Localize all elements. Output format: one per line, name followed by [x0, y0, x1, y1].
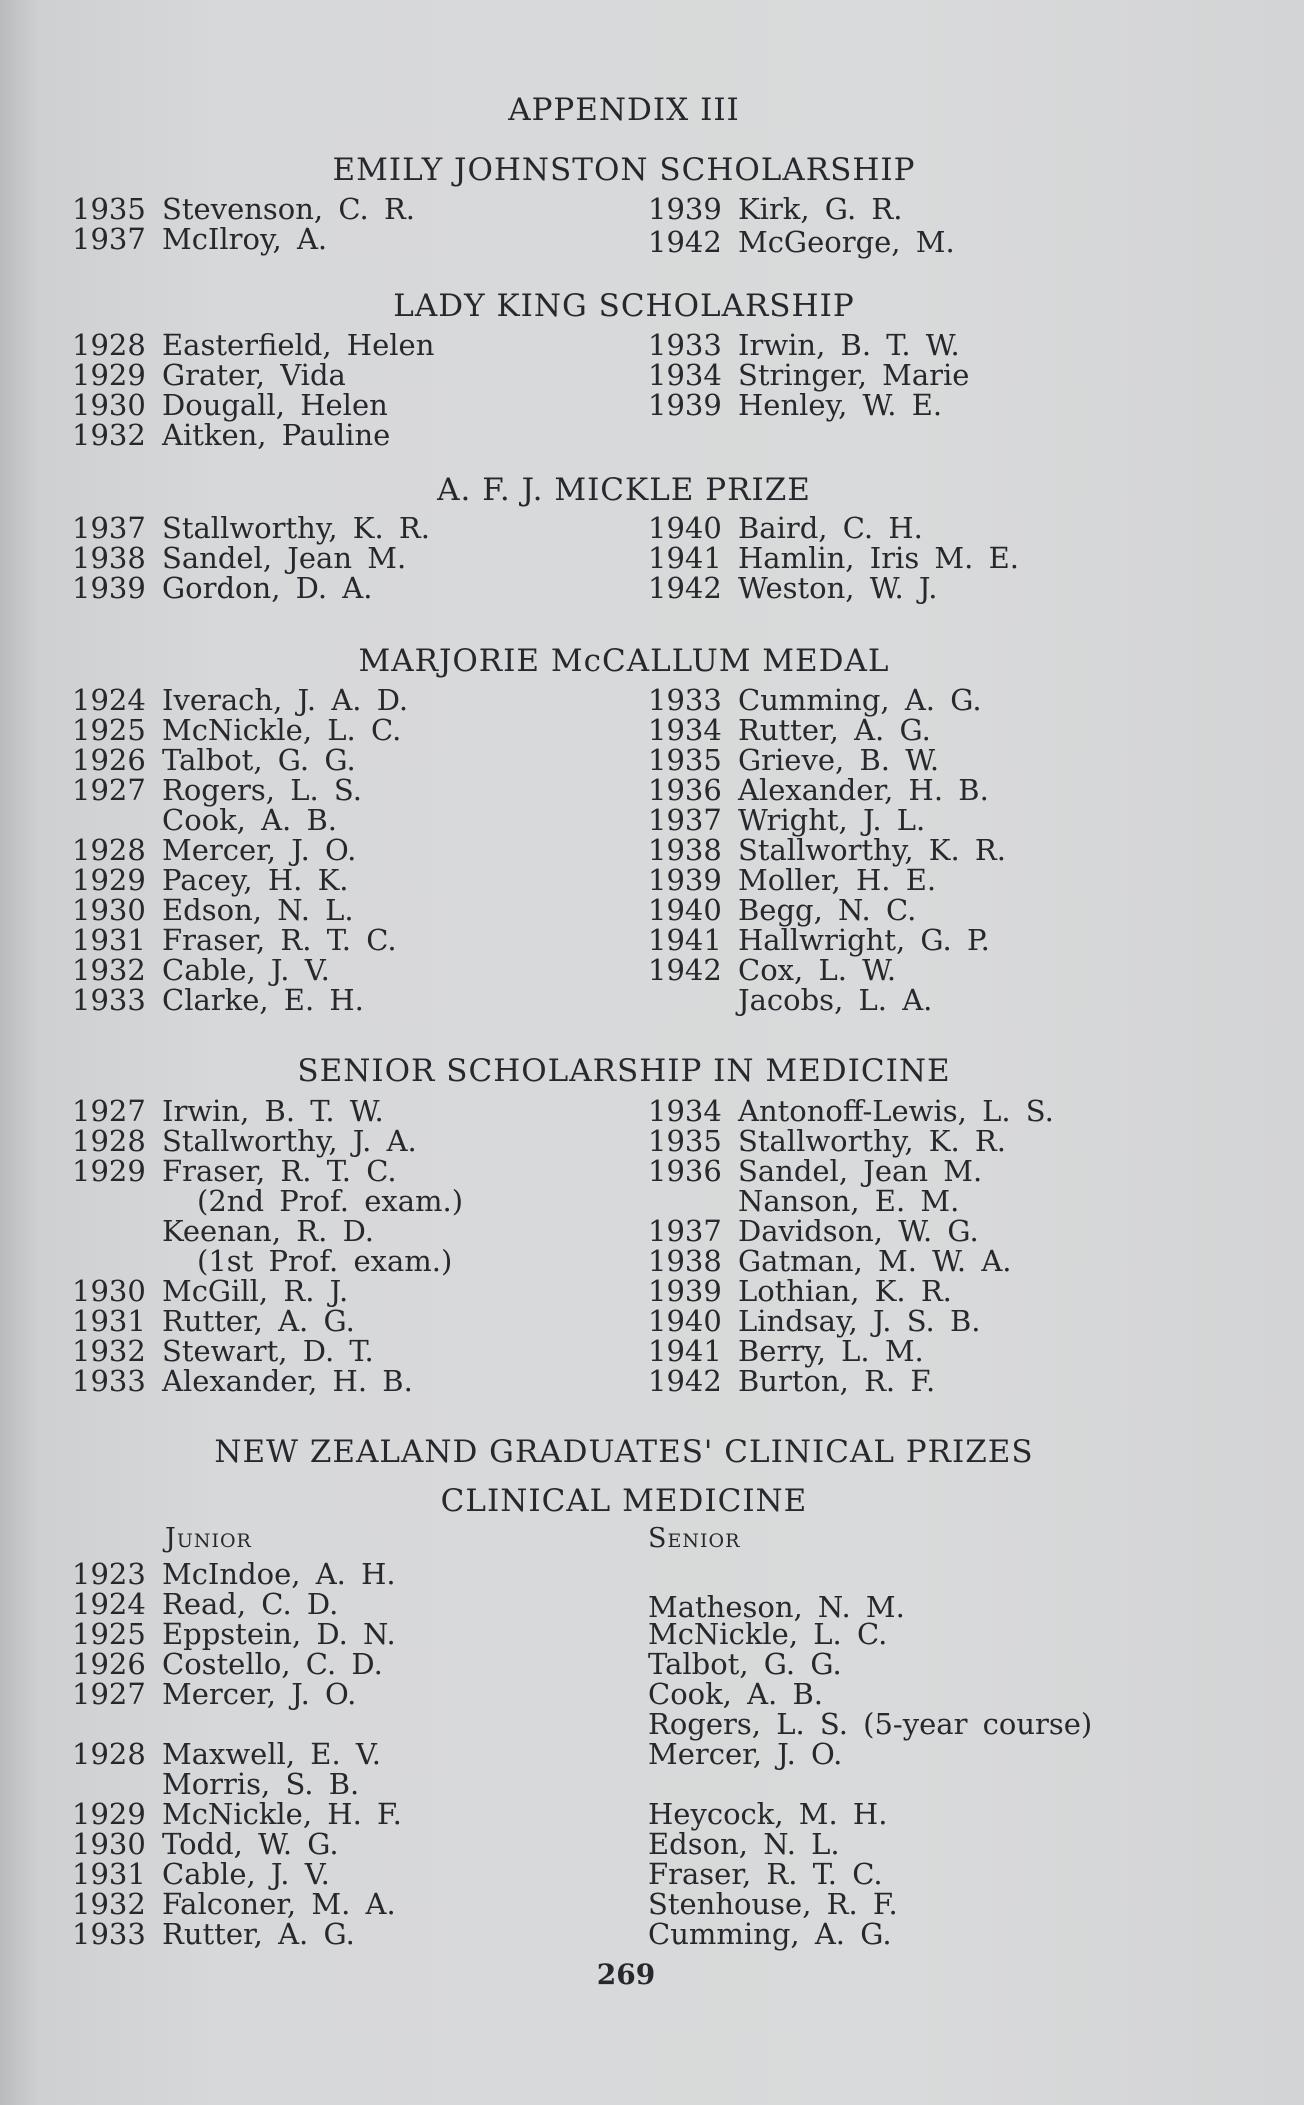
senior-name: Cumming, A. G. — [648, 1917, 892, 1951]
senior-name: Stenhouse, R. F. — [648, 1887, 898, 1921]
exam-note: (1st Prof. exam.) — [197, 1244, 453, 1278]
appendix-title: APPENDIX III — [508, 92, 740, 128]
page-number: 269 — [596, 1958, 656, 1991]
column-header-senior: Senior — [648, 1523, 741, 1554]
section-subtitle-clinical-medicine: CLINICAL MEDICINE — [440, 1483, 808, 1519]
section-title-lady-king: LADY KING SCHOLARSHIP — [393, 288, 855, 324]
senior-name: Matheson, N. M. — [648, 1590, 905, 1624]
exam-note: (2nd Prof. exam.) — [197, 1184, 464, 1218]
senior-name: Talbot, G. G. — [648, 1647, 842, 1681]
senior-name: Mercer, J. O. — [648, 1737, 843, 1771]
senior-name: Fraser, R. T. C. — [648, 1857, 883, 1891]
senior-name: Cook, A. B. — [648, 1677, 824, 1711]
senior-name: McNickle, L. C. — [648, 1617, 888, 1651]
section-title-mccallum-medal: MARJORIE McCALLUM MEDAL — [358, 643, 890, 679]
junior-name: Morris, S. B. — [162, 1767, 360, 1801]
senior-name: Rogers, L. S. (5-year course) — [648, 1707, 1093, 1741]
section-title-emily-johnston: EMILY JOHNSTON SCHOLARSHIP — [332, 152, 916, 188]
section-title-senior-scholarship: SENIOR SCHOLARSHIP IN MEDICINE — [297, 1053, 951, 1089]
column-header-junior: Junior — [165, 1523, 252, 1554]
section-title-nz-graduates: NEW ZEALAND GRADUATES' CLINICAL PRIZES — [214, 1434, 1034, 1470]
senior-name: Edson, N. L. — [648, 1827, 840, 1861]
senior-name: Heycock, M. H. — [648, 1797, 888, 1831]
section-title-mickle-prize: A. F. J. MICKLE PRIZE — [437, 472, 811, 508]
book-page: APPENDIX III EMILY JOHNSTON SCHOLARSHIP 1935 Stevenson, C. R. 1937 McIlroy, A. 1939 Kirk, G. R. 1942 McGeorge, M. LADY KING SCHOLARSHIP 1928 Easterfield, Helen 1929 Grater, Vida 1930 Dougall, Helen 1932 Aitken, Pauline 1933 Irwin, B. T. W. 1934 Stringer, Marie 1939 Henley, W. E. A. F. J. MICKLE PRIZE 1937 Stallworthy, K. R. 1938 Sandel, Jean M. 1939 Gordon, D. A. 1940 Baird, C. H. 1941 Hamlin, Iris M. E. 1942 Weston, W. J. MARJORIE McCALLUM MEDAL 1924 Iverach, J. A. D. 1925 McNickle, L. C. 1926 Talbot, G. G. 1927 Rogers, L. S. Cook, A. B. 1928 Mercer, J. O. 1929 Pacey, H. K. 1930 Edson, N. L. 1931 Fraser, R. T. C. 1932 Cable, J. V. 1933 Clarke, E. H. 1933 Cumming, A. G. 1934 Rutter, A. G. 1935 Grieve, B. W. 1936 Alexander, H. B. 1937 Wright, J. L. 1938 Stallworthy, K. R. 1939 Moller, H. E. 1940 Begg, N. C. 1941 Hallwright, G. P. 1942 Cox, L. W. Jacobs, L. A. SENIOR SCHOLARSHIP IN MEDICINE 1927 Irwin, B. T. W. 1928 Stallworthy, J. A. 1929 Fraser, R. T. C. (2nd Prof. exam.) Keenan, R. D. (1st Prof. exam.) 1930 McGill, R. J. 1931 Rutter, A. G. 1932 Stewart, D. T. 1933 Alexander, H. B. 1934 Antonoff-Lewis, L. S. 1935 Stallworthy, K. R. 1936 Sandel, Jean M. Nanson, E. M. 1937 Davidson, W. G. 1938 Gatman, M. W. A. 1939 Lothian, K. R. 1940 Lindsay, J. S. B. 1941 Berry, L. M. 1942 Burton, R. F. NEW ZEALAND GRADUATES' CLINICAL PRIZES CLINICAL MEDICINE Junior Senior 1923 McIndoe, A. H. 1924 Read, C. D. Matheson, N. M. 1925 Eppstein, D. N. McNickle, L. C. 1926 Costello, C. D. Talbot, G. G. 1927 Mercer, J. O. Cook, A. B. Rogers, L. S. (5-year course) 1928 Maxwell, E. V. Mercer, J. O. Morris, S. B. 1929 McNickle, H. F. Heycock, M. H. 1930 Todd, W. G. Edson, N. L. 1931 Cable, J. V. Fraser, R. T. C. 1932 Falconer, M. A. Stenhouse, R. F. 1933 Rutter, A. G. Cumming, A. G. 269 — [0, 0, 1304, 2105]
